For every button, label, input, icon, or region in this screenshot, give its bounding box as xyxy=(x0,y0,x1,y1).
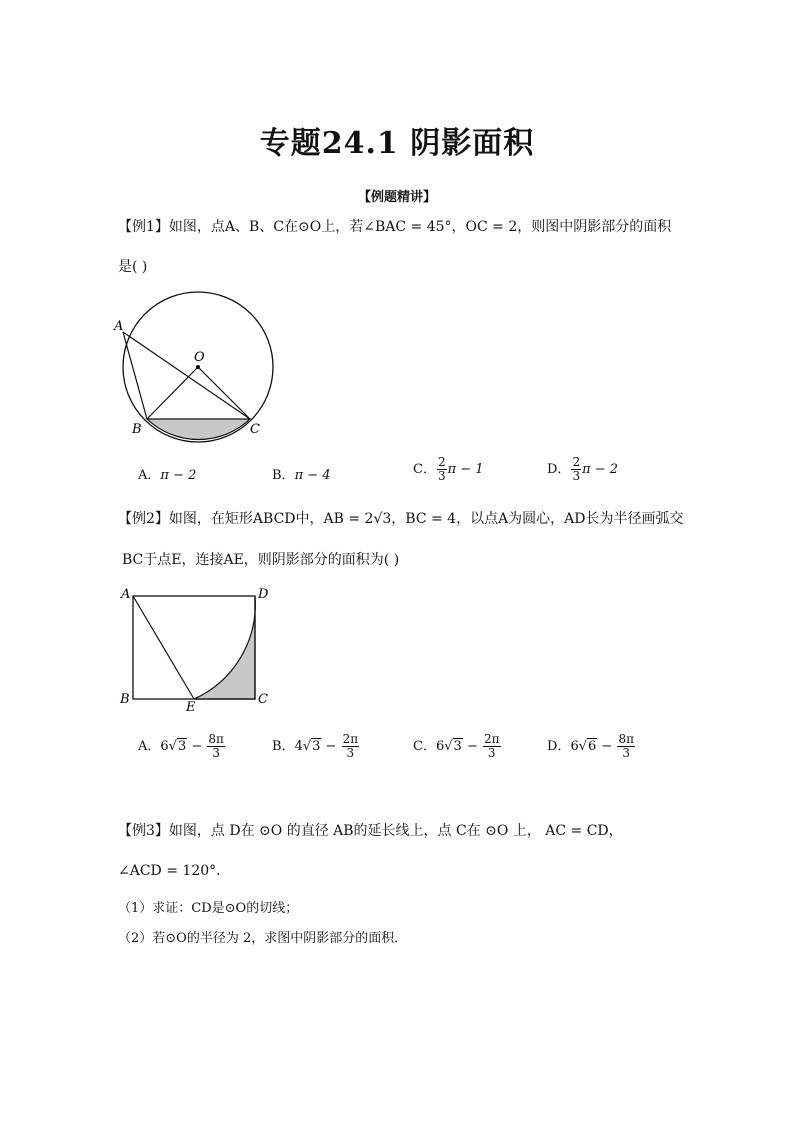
ex1-option-b[interactable]: B．π − 4 xyxy=(272,468,331,483)
ex2-question-line2: BC于点E，连接AE，则阴影部分的面积为( ) xyxy=(122,552,400,568)
ex3-subquestion-2: （2）若⊙O的半径为 2，求图中阴影部分的面积． xyxy=(118,931,408,946)
ex2-option-c[interactable]: C．6√3 − $\frac{2\pi}{3}$ xyxy=(413,732,500,760)
ex1-figure xyxy=(110,285,290,445)
ex1-label-a: A xyxy=(114,319,124,334)
ex2-figure xyxy=(115,582,275,712)
ex1-option-d[interactable]: D． $\frac{2}{3}$ π − 2 xyxy=(547,455,619,483)
section-heading: 【例题精讲】 xyxy=(357,190,436,205)
ex1-question-line2: 是( ) xyxy=(118,259,148,275)
ex1-label-c: C xyxy=(250,422,260,437)
ex2-option-b[interactable]: B．4√3 − $\frac{2\pi}{3}$ xyxy=(272,732,359,760)
page-title: 专题24.1 阴影面积 xyxy=(259,126,535,161)
ex1-option-a[interactable]: A．π − 2 xyxy=(138,468,197,483)
ex2-label-d: D xyxy=(258,587,269,602)
ex1-option-c[interactable]: C． $\frac{2}{3}$ π − 1 xyxy=(413,455,484,483)
ex2-option-d[interactable]: D．6√6 − $\frac{8\pi}{3}$ xyxy=(547,732,634,760)
ex1-label-b: B xyxy=(132,422,142,437)
ex2-label-b: B xyxy=(120,692,130,707)
ex2-label-c: C xyxy=(258,692,268,707)
ex2-label-a: A xyxy=(121,587,131,602)
ex2-shaded-region xyxy=(194,596,255,699)
ex3-question-line2: ∠ACD = 120°． xyxy=(118,863,231,879)
ex2-label-e: E xyxy=(186,700,196,712)
ex3-question-line1: 【例3】如图，点 D在 ⊙O 的直径 AB的延长线上，点 C在 ⊙O 上， AC = CD， xyxy=(118,823,623,839)
ex1-question-line1: 【例1】如图，点A、B、C在⊙O上，若∠BAC = 45°，OC = 2，则图中阴影部分的面积 xyxy=(118,219,672,235)
ex3-subquestion-1: （1）求证：CD是⊙O的切线； xyxy=(118,901,299,916)
ex2-question-line1: 【例2】如图，在矩形ABCD中，AB = 2√3，BC = 4，以点A为圆心，AD长为半径画弧交 xyxy=(118,511,684,527)
ex2-option-a[interactable]: A．6√3 − $\frac{8\pi}{3}$ xyxy=(138,732,224,760)
ex1-shaded-segment xyxy=(147,419,250,439)
ex1-label-o: O xyxy=(194,350,205,365)
